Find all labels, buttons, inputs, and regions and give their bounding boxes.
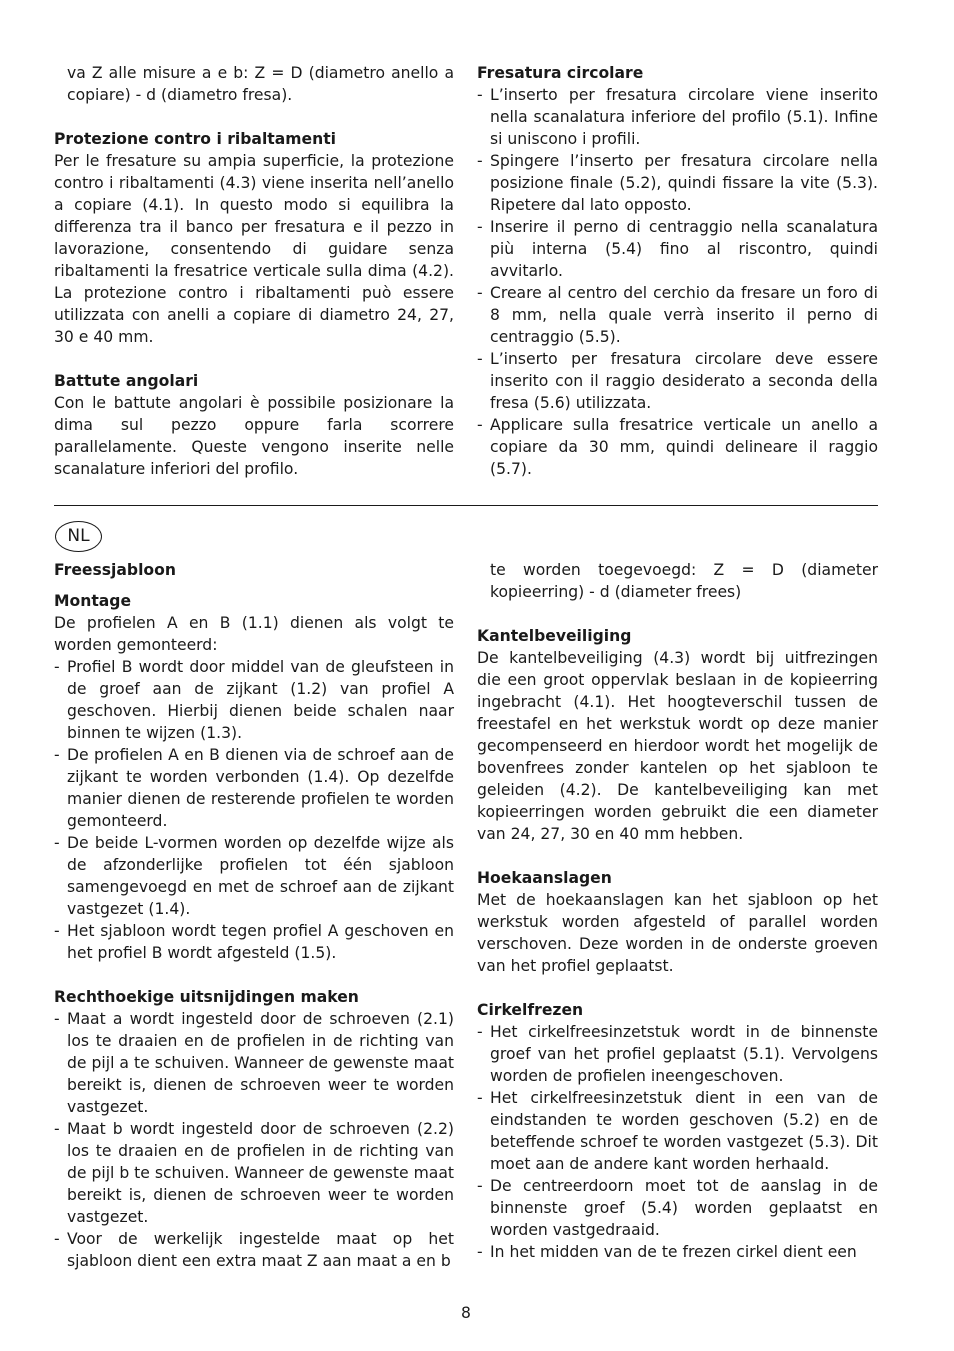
list-item: - Het cirkelfreesinzetstuk dient in een van de eindstanden te worden geschoven (5.2) en de beteffende schroef te worden vastgezet (5.3). Dit moet aan de andere kant worden herhaald. <box>477 1087 878 1175</box>
language-badge: NL <box>55 521 102 552</box>
list-item: - In het midden van de te frezen cirkel dient een <box>477 1241 878 1263</box>
nl-stops-heading: Hoekaanslagen <box>477 869 612 887</box>
nl-main-heading: Freessjabloon <box>54 561 176 579</box>
list-item: - Applicare sulla fresatrice verticale un anello a copiare da 30 mm, quindi delineare il raggio (5.7). <box>477 414 878 480</box>
list-item: - Spingere l’inserto per fresatura circolare nella posizione finale (5.2), quindi fissare la vite (5.3). Ripetere dal lato opposto. <box>477 150 878 216</box>
nl-circle-list <box>477 1021 878 1263</box>
list-item: - Het cirkelfreesinzetstuk wordt in de binnenste groef van het profiel geplaatst (5.1). Vervolgens worden de profielen ineengeschoven. <box>477 1021 878 1087</box>
list-item: - Inserire il perno di centraggio nella scanalatura più interna (5.4) fino al riscontro, quindi avvitarlo. <box>477 216 878 282</box>
nl-mount-heading: Montage <box>54 592 132 610</box>
it-stops-heading: Battute angolari <box>54 372 199 390</box>
nl-mount-list <box>54 656 454 964</box>
nl-left-column <box>54 559 454 1272</box>
nl-mount-intro: De profielen A en B (1.1) dienen als volgt te worden gemonteerd: <box>54 614 454 654</box>
it-left-column <box>54 62 454 480</box>
nl-stops-text: Met de hoekaanslagen kan het sjabloon op het werkstuk worden afgesteld of parallel worden verschoven. Deze worden in de onderste groeven van het profiel geplaatst. <box>477 891 878 975</box>
list-item: - Maat b wordt ingesteld door de schroeven (2.2) los te draaien en de profielen in de richting van de pijl b te schuiven. Wanneer de gewenste maat bereikt is, dienen de schroeven weer te worden vastgezet. <box>54 1118 454 1228</box>
it-antitip-text: Per le fresature su ampia superficie, la protezione contro i ribaltamenti (4.3) viene inserita nell’anello a copiare (4.1). In questo modo si equilibra la differenza tra il banco per fresatura e il pezzo in lavorazione, consentendo di guidare senza ribaltamenti la fresatrice verticale sulla dima (4.2). La protezione contro i ribaltamenti può essere utilizzata con anelli a copiare di diametro 24, 27, 30 e 40 mm. <box>54 152 454 346</box>
list-item: - Creare al centro del cerchio da fresare un foro di 8 mm, nella quale verrà inserito il perno di centraggio (5.5). <box>477 282 878 348</box>
it-stops-text: Con le battute angolari è possibile posizionare la dima sul pezzo oppure farla scorrere parallelamente. Queste vengono inserite nelle scanalature inferiori del profilo. <box>54 394 454 478</box>
list-item: - Voor de werkelijk ingestelde maat op het sjabloon dient een extra maat Z aan maat a en b <box>54 1228 454 1272</box>
list-item: - Het sjabloon wordt tegen profiel A geschoven en het profiel B wordt afgesteld (1.5). <box>54 920 454 964</box>
it-antitip-heading: Protezione contro i ribaltamenti <box>54 130 336 148</box>
list-item: - De centreerdoorn moet tot de aanslag in de binnenste groef (5.4) worden geplaatst en worden vastgedraaid. <box>477 1175 878 1241</box>
it-circle-heading: Fresatura circolare <box>477 64 644 82</box>
section-divider <box>54 505 878 506</box>
nl-rect-list <box>54 1008 454 1272</box>
it-continued-text: va Z alle misure a e b: Z = D (diametro anello a copiare) - d (diametro fresa). <box>67 64 454 104</box>
nl-rect-continued: te worden toegevoegd: Z = D (diameter kopieerring) - d (diameter frees) <box>490 561 878 601</box>
it-circle-list <box>477 84 878 480</box>
nl-rect-heading: Rechthoekige uitsnijdingen maken <box>54 988 359 1006</box>
nl-circle-heading: Cirkelfrezen <box>477 1001 584 1019</box>
nl-antitip-heading: Kantelbeveiliging <box>477 627 632 645</box>
nl-right-column <box>477 559 878 1263</box>
list-item: - L’inserto per fresatura circolare deve essere inserito con il raggio desiderato a seconda della fresa (5.6) utilizzata. <box>477 348 878 414</box>
list-item: - L’inserto per fresatura circolare viene inserito nella scanalatura inferiore del profilo (5.1). Infine si uniscono i profili. <box>477 84 878 150</box>
nl-antitip-text: De kantelbeveiliging (4.3) wordt bij uitfrezingen die een groot oppervlak beslaan in de kopieerring ingebracht (4.1). Het hoogteverschil tussen de freestafel en het werkstuk wordt op deze manier gecompenseerd en hierdoor wordt het mogelijk de bovenfrees zonder kantelen op het sjabloon te geleiden (4.2). De kantelbeveiliging kan met kopieerringen worden gebruikt die een diameter van 24, 27, 30 en 40 mm hebben. <box>477 649 878 843</box>
page-number: 8 <box>461 1304 471 1322</box>
list-item: - Profiel B wordt door middel van de gleufsteen in de groef aan de zijkant (1.2) van profiel A geschoven. Hierbij dienen beide schalen naar binnen te wijzen (1.3). <box>54 656 454 744</box>
list-item: - Maat a wordt ingesteld door de schroeven (2.1) los te draaien en de profielen in de richting van de pijl a te schuiven. Wanneer de gewenste maat bereikt is, dienen de schroeven weer te worden vastgezet. <box>54 1008 454 1118</box>
list-item: - De beide L-vormen worden op dezelfde wijze als de afzonderlijke profielen tot één sjabloon samengevoegd en met de schroef aan de zijkant vastgezet (1.4). <box>54 832 454 920</box>
it-right-column <box>477 62 878 480</box>
list-item: - De profielen A en B dienen via de schroef aan de zijkant te worden verbonden (1.4). Op dezelfde manier dienen de resterende profielen te worden gemonteerd. <box>54 744 454 832</box>
